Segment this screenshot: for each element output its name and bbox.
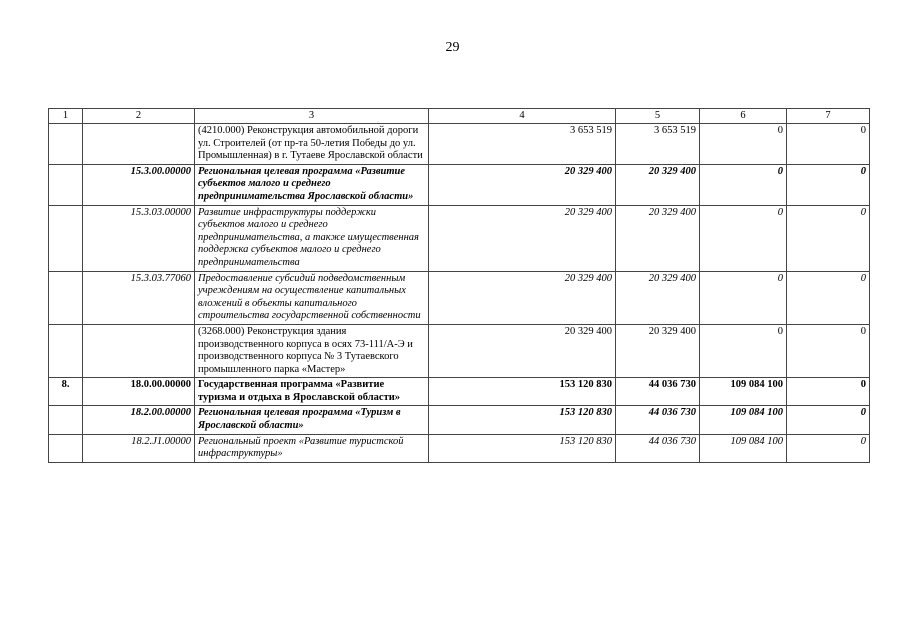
amount-col5-cell: 44 036 730	[616, 378, 700, 406]
row-index-cell	[49, 164, 83, 205]
row-index-cell	[49, 434, 83, 462]
budget-table	[48, 108, 870, 463]
column-header: 1	[49, 109, 83, 124]
classification-code-cell: 18.2.00.00000	[83, 406, 195, 434]
item-name-cell: (4210.000) Реконструкция автомобильной дороги ул. Строителей (от пр-та 50-летия Победы до ул. Промышленная) в г. Тутаеве Ярославской области	[195, 124, 429, 165]
classification-code-cell: 18.0.00.00000	[83, 378, 195, 406]
amount-col7-cell: 0	[787, 378, 870, 406]
amount-total-cell: 20 329 400	[429, 164, 616, 205]
column-header: 5	[616, 109, 700, 124]
amount-col6-cell: 0	[700, 205, 787, 271]
table-row	[49, 378, 870, 406]
amount-col7-cell: 0	[787, 406, 870, 434]
amount-col6-cell: 109 084 100	[700, 434, 787, 462]
classification-code-cell: 15.3.03.77060	[83, 271, 195, 324]
page-number: 29	[445, 40, 460, 55]
item-name-cell: Предоставление субсидий подведомственным учреждениям на осуществление капитальных вложений в объекты капитального строительства государственной собственности	[195, 271, 429, 324]
classification-code-cell: 18.2.J1.00000	[83, 434, 195, 462]
row-index-cell	[49, 205, 83, 271]
classification-code-cell	[83, 124, 195, 165]
amount-col6-cell: 109 084 100	[700, 378, 787, 406]
table-row	[49, 205, 870, 271]
column-header: 7	[787, 109, 870, 124]
item-name-cell: Региональная целевая программа «Развитие субъектов малого и среднего предпринимательства Ярославской области»	[195, 164, 429, 205]
amount-col7-cell: 0	[787, 271, 870, 324]
classification-code-cell: 15.3.03.00000	[83, 205, 195, 271]
amount-col5-cell: 20 329 400	[616, 205, 700, 271]
table-row	[49, 324, 870, 377]
amount-total-cell: 153 120 830	[429, 434, 616, 462]
row-index-cell: 8.	[49, 378, 83, 406]
amount-col5-cell: 3 653 519	[616, 124, 700, 165]
table-row	[49, 124, 870, 165]
amount-total-cell: 153 120 830	[429, 378, 616, 406]
amount-col7-cell: 0	[787, 434, 870, 462]
amount-col5-cell: 20 329 400	[616, 324, 700, 377]
amount-col6-cell: 109 084 100	[700, 406, 787, 434]
item-name-cell: Региональная целевая программа «Туризм в Ярославской области»	[195, 406, 429, 434]
amount-col7-cell: 0	[787, 324, 870, 377]
column-header: 3	[195, 109, 429, 124]
amount-col5-cell: 44 036 730	[616, 434, 700, 462]
table-row	[49, 164, 870, 205]
item-name-cell: Развитие инфраструктуры поддержки субъектов малого и среднего предпринимательства, а также имущественная поддержка субъектов малого и среднего предпринимательства	[195, 205, 429, 271]
amount-col6-cell: 0	[700, 271, 787, 324]
amount-col7-cell: 0	[787, 205, 870, 271]
row-index-cell	[49, 406, 83, 434]
amount-total-cell: 20 329 400	[429, 324, 616, 377]
amount-total-cell: 20 329 400	[429, 271, 616, 324]
column-header: 2	[83, 109, 195, 124]
column-header: 6	[700, 109, 787, 124]
item-name-cell: (3268.000) Реконструкция здания производственного корпуса в осях 73-111/А-Э и производственного корпуса № 3 Тутаевского промышленного парка «Мастер»	[195, 324, 429, 377]
column-header: 4	[429, 109, 616, 124]
table-row	[49, 406, 870, 434]
table-row	[49, 271, 870, 324]
amount-total-cell: 3 653 519	[429, 124, 616, 165]
row-index-cell	[49, 324, 83, 377]
amount-col7-cell: 0	[787, 164, 870, 205]
column-number-row	[49, 109, 870, 124]
item-name-cell: Региональный проект «Развитие туристской инфраструктуры»	[195, 434, 429, 462]
amount-col6-cell: 0	[700, 124, 787, 165]
amount-col6-cell: 0	[700, 164, 787, 205]
amount-total-cell: 153 120 830	[429, 406, 616, 434]
item-name-cell: Государственная программа «Развитие туризма и отдыха в Ярославской области»	[195, 378, 429, 406]
amount-col7-cell: 0	[787, 124, 870, 165]
table-row	[49, 434, 870, 462]
amount-total-cell: 20 329 400	[429, 205, 616, 271]
amount-col5-cell: 20 329 400	[616, 164, 700, 205]
amount-col5-cell: 44 036 730	[616, 406, 700, 434]
amount-col6-cell: 0	[700, 324, 787, 377]
classification-code-cell	[83, 324, 195, 377]
amount-col5-cell: 20 329 400	[616, 271, 700, 324]
row-index-cell	[49, 271, 83, 324]
classification-code-cell: 15.3.00.00000	[83, 164, 195, 205]
row-index-cell	[49, 124, 83, 165]
